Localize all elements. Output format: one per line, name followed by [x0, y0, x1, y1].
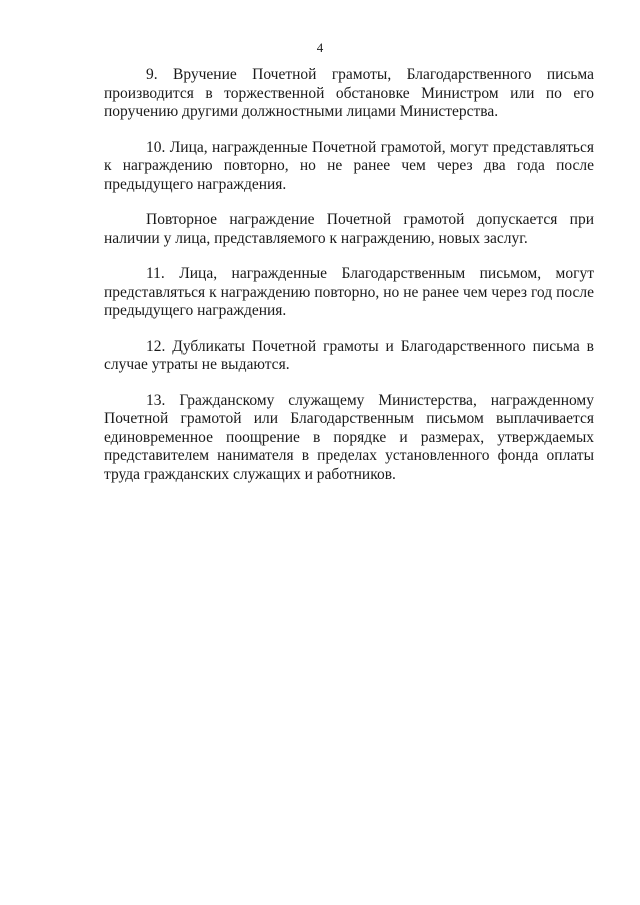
document-body [104, 66, 594, 501]
paragraph-11: 11. Лица, награжденные Благодарственным письмом, могут представляться к награждению повторно, но не ранее чем через год после предыдущего награждения. [104, 265, 594, 319]
paragraph-10-continuation: Повторное награждение Почетной грамотой допускается при наличии у лица, представляемого к награждению, новых заслуг. [104, 211, 594, 247]
page-number: 4 [316, 40, 324, 55]
paragraph-13: 13. Гражданскому служащему Министерства, награжденному Почетной грамотой или Благодарственным письмом выплачивается единовременное поощрение в порядке и размерах, утверждаемых представителем нанимателя в пределах установленного фонда оплаты труда гражданских служащих и работников. [104, 391, 594, 483]
paragraph-12: 12. Дубликаты Почетной грамоты и Благодарственного письма в случае утраты не выдаются. [104, 337, 594, 373]
paragraph-10: 10. Лица, награжденные Почетной грамотой, могут представляться к награждению повторно, но не ранее чем через два года после предыдущего награждения. [104, 138, 594, 193]
paragraph-9: 9. Вручение Почетной грамоты, Благодарственного письма производится в торжественной обстановке Министром или по его поручению другими должностными лицами Министерства. [104, 66, 594, 120]
